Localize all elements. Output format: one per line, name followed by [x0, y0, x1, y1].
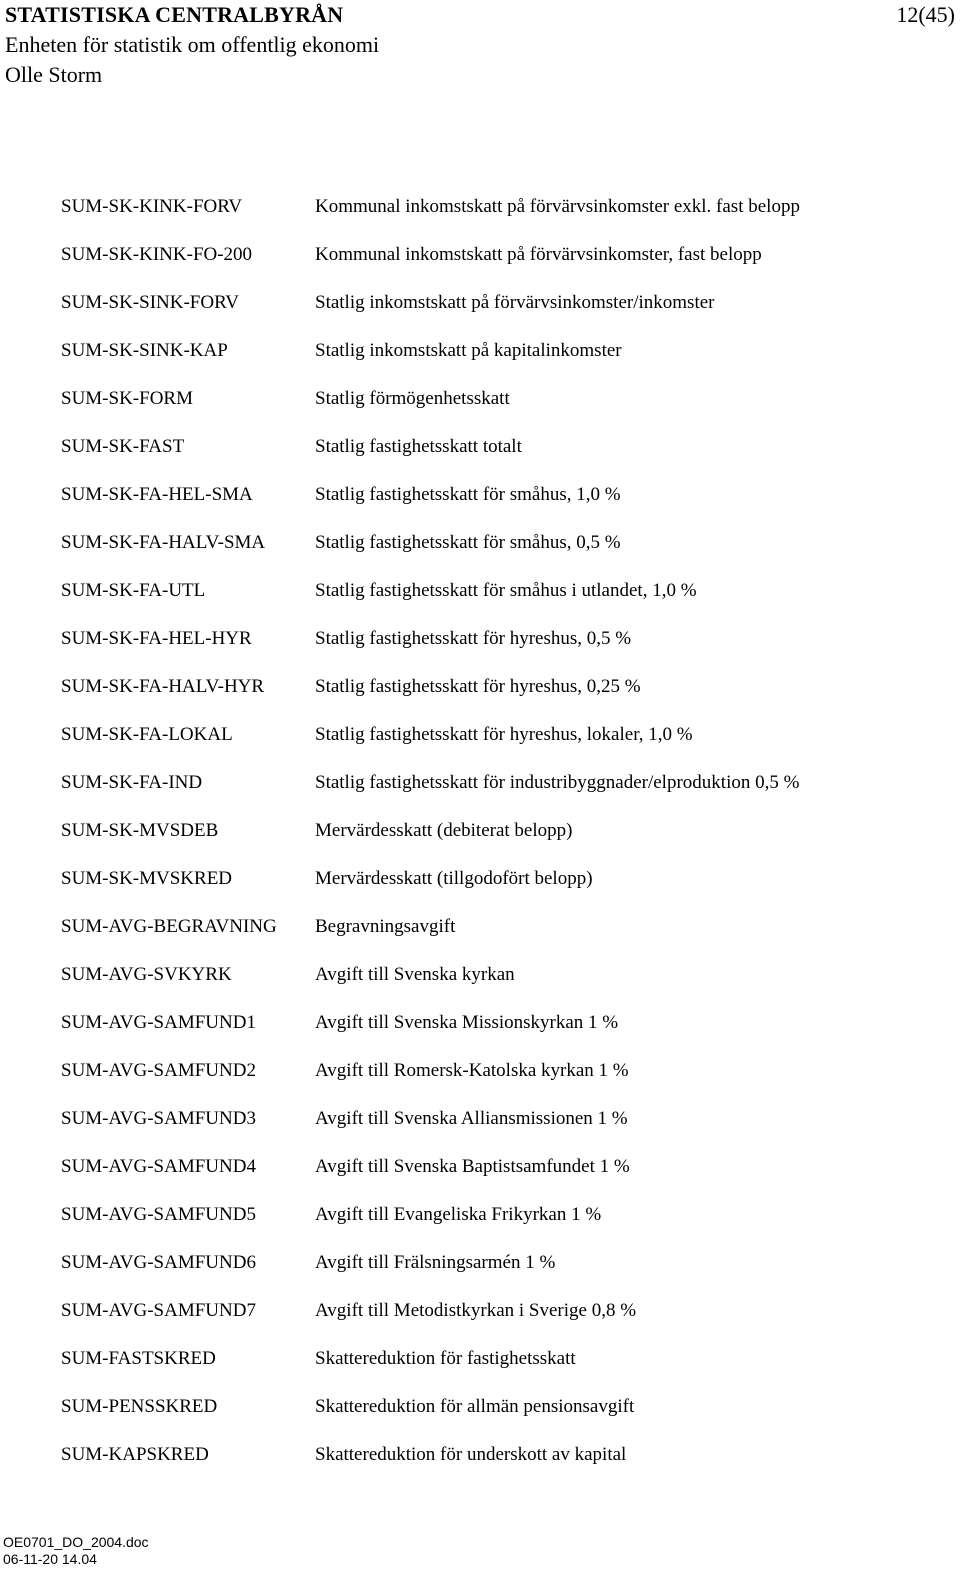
variable-row — [61, 575, 941, 623]
variable-code: SUM-SK-MVSKRED — [61, 868, 233, 889]
variable-description: Begravningsavgift — [315, 916, 456, 937]
variable-code: SUM-AVG-SAMFUND2 — [61, 1060, 256, 1081]
variable-description: Avgift till Evangeliska Frikyrkan 1 % — [315, 1204, 602, 1225]
variable-description: Statlig fastighetsskatt för hyreshus, 0,5 % — [315, 628, 632, 649]
page-header — [5, 0, 955, 90]
department-unit: Enheten för statistik om offentlig ekonomi — [5, 32, 380, 57]
variable-code: SUM-SK-KINK-FO-200 — [61, 244, 253, 265]
variable-code: SUM-SK-KINK-FORV — [61, 196, 243, 217]
variable-row — [61, 1007, 941, 1055]
variable-row — [61, 191, 941, 239]
variable-code: SUM-SK-SINK-KAP — [61, 340, 228, 361]
variable-row — [61, 671, 941, 719]
variable-row — [61, 287, 941, 335]
variable-code: SUM-AVG-BEGRAVNING — [61, 916, 277, 937]
variable-row — [61, 1247, 941, 1295]
variable-description: Statlig fastighetsskatt för småhus, 0,5 % — [315, 532, 621, 553]
variable-description: Avgift till Metodistkyrkan i Sverige 0,8 % — [315, 1300, 637, 1321]
variable-description: Avgift till Svenska Baptistsamfundet 1 % — [315, 1156, 630, 1177]
variable-code: SUM-AVG-SAMFUND5 — [61, 1204, 256, 1225]
variable-description: Statlig inkomstskatt på kapitalinkomster — [315, 340, 622, 361]
variable-description: Avgift till Svenska Missionskyrkan 1 % — [315, 1012, 619, 1033]
variable-code: SUM-SK-FA-HEL-SMA — [61, 484, 253, 505]
variable-description: Statlig fastighetsskatt för hyreshus, 0,25 % — [315, 676, 641, 697]
variable-description: Statlig fastighetsskatt för småhus, 1,0 % — [315, 484, 621, 505]
variable-code: SUM-PENSSKRED — [61, 1396, 218, 1417]
variable-row — [61, 959, 941, 1007]
variable-code: SUM-SK-SINK-FORV — [61, 292, 239, 313]
footer-filename: OE0701_DO_2004.doc — [3, 1534, 149, 1550]
variable-row — [61, 1343, 941, 1391]
variable-row — [61, 719, 941, 767]
variable-description: Avgift till Romersk-Katolska kyrkan 1 % — [315, 1060, 629, 1081]
header-top-line — [5, 0, 955, 30]
variable-code: SUM-SK-FAST — [61, 436, 185, 457]
variable-description: Skattereduktion för allmän pensionsavgift — [315, 1396, 635, 1417]
variable-row — [61, 239, 941, 287]
page-footer — [3, 1534, 149, 1568]
variable-row — [61, 623, 941, 671]
variable-row — [61, 1151, 941, 1199]
variable-description: Avgift till Frälsningsarmén 1 % — [315, 1252, 556, 1273]
variable-description: Avgift till Svenska kyrkan — [315, 964, 515, 985]
variable-code: SUM-SK-FA-IND — [61, 772, 203, 793]
variable-code: SUM-SK-FA-LOKAL — [61, 724, 233, 745]
variable-row — [61, 863, 941, 911]
variable-row — [61, 1199, 941, 1247]
variable-row — [61, 335, 941, 383]
variable-code: SUM-AVG-SAMFUND3 — [61, 1108, 256, 1129]
variable-description: Statlig fastighetsskatt för hyreshus, lokaler, 1,0 % — [315, 724, 693, 745]
variable-description: Skattereduktion för fastighetsskatt — [315, 1348, 576, 1369]
variable-row — [61, 383, 941, 431]
variable-description: Kommunal inkomstskatt på förvärvsinkomster, fast belopp — [315, 244, 762, 265]
variable-row — [61, 815, 941, 863]
variable-list — [61, 191, 941, 1487]
variable-code: SUM-FASTSKRED — [61, 1348, 216, 1369]
variable-code: SUM-AVG-SAMFUND6 — [61, 1252, 256, 1273]
variable-code: SUM-AVG-SAMFUND4 — [61, 1156, 256, 1177]
variable-code: SUM-SK-FA-UTL — [61, 580, 206, 601]
footer-datetime: 06-11-20 14.04 — [3, 1551, 97, 1567]
variable-row — [61, 527, 941, 575]
variable-description: Mervärdesskatt (tillgodofört belopp) — [315, 868, 593, 889]
variable-description: Skattereduktion för underskott av kapital — [315, 1444, 627, 1465]
variable-code: SUM-KAPSKRED — [61, 1444, 209, 1465]
organization-name: STATISTISKA CENTRALBYRÅN — [5, 2, 344, 27]
variable-row — [61, 479, 941, 527]
variable-description: Mervärdesskatt (debiterat belopp) — [315, 820, 573, 841]
variable-code: SUM-AVG-SAMFUND1 — [61, 1012, 256, 1033]
page-number: 12(45) — [896, 2, 955, 27]
variable-row — [61, 767, 941, 815]
variable-code: SUM-AVG-SAMFUND7 — [61, 1300, 256, 1321]
variable-row — [61, 1055, 941, 1103]
variable-row — [61, 1295, 941, 1343]
variable-description: Statlig inkomstskatt på förvärvsinkomster/inkomster — [315, 292, 715, 313]
variable-description: Kommunal inkomstskatt på förvärvsinkomster exkl. fast belopp — [315, 196, 800, 217]
variable-row — [61, 431, 941, 479]
variable-row — [61, 911, 941, 959]
variable-code: SUM-AVG-SVKYRK — [61, 964, 232, 985]
variable-description: Statlig fastighetsskatt totalt — [315, 436, 522, 457]
variable-code: SUM-SK-FA-HALV-HYR — [61, 676, 265, 697]
author-name: Olle Storm — [5, 62, 103, 87]
variable-code: SUM-SK-FA-HEL-HYR — [61, 628, 252, 649]
variable-code: SUM-SK-FORM — [61, 388, 193, 409]
variable-row — [61, 1439, 941, 1487]
variable-code: SUM-SK-FA-HALV-SMA — [61, 532, 266, 553]
variable-row — [61, 1391, 941, 1439]
variable-description: Statlig fastighetsskatt för industribyggnader/elproduktion 0,5 % — [315, 772, 800, 793]
variable-description: Statlig fastighetsskatt för småhus i utlandet, 1,0 % — [315, 580, 697, 601]
variable-description: Statlig förmögenhetsskatt — [315, 388, 510, 409]
variable-description: Avgift till Svenska Alliansmissionen 1 % — [315, 1108, 628, 1129]
variable-row — [61, 1103, 941, 1151]
variable-code: SUM-SK-MVSDEB — [61, 820, 219, 841]
